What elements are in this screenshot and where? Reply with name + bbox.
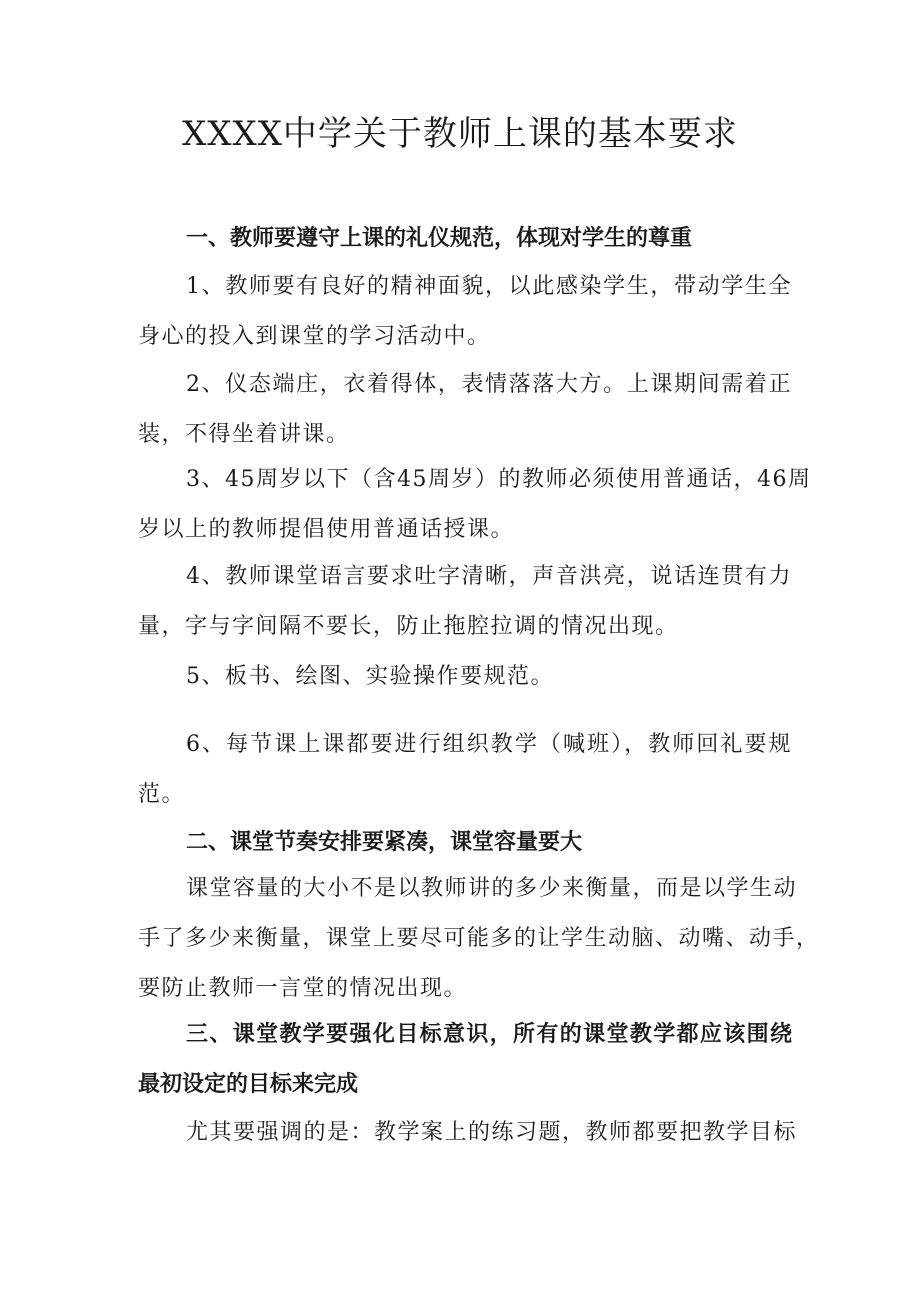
- section-1-heading: [138, 214, 792, 264]
- heading-line: 一、教师要遵守上课的礼仪规范，体现对学生的尊重: [186, 226, 693, 251]
- item-4: [138, 552, 792, 652]
- paragraph-line: 4、教师课堂语言要求吐字清晰，声音洪亮，说话连贯有力: [186, 564, 792, 589]
- paragraph-line: 范。: [138, 782, 186, 807]
- item-5: [138, 652, 792, 702]
- section-2-heading: [138, 818, 792, 868]
- item-3: [138, 455, 812, 555]
- paragraph-line: 身心的投入到课堂的学习活动中。: [138, 324, 491, 349]
- paragraph-line: 量，字与字间隔不要长，防止拖腔拉调的情况出现。: [138, 614, 679, 639]
- section-3-paragraph: [138, 1108, 798, 1158]
- paragraph-line: 尤其要强调的是：教学案上的练习题，教师都要把教学目标: [186, 1120, 798, 1145]
- paragraph-line: 5、板书、绘图、实验操作要规范。: [186, 664, 554, 689]
- page-title: XXXX中学关于教师上课的基本要求: [182, 114, 738, 154]
- paragraph-line: 岁以上的教师提倡使用普通话授课。: [138, 517, 515, 542]
- heading-line: 三、课堂教学要强化目标意识，所有的课堂教学都应该围绕: [186, 1022, 792, 1047]
- item-2: [138, 360, 792, 460]
- paragraph-line: 课堂容量的大小不是以教师讲的多少来衡量，而是以学生动: [186, 876, 798, 901]
- section-3-heading: [138, 1010, 792, 1110]
- paragraph-line: 6、每节课上课都要进行组织教学（喊班），教师回礼要规: [186, 732, 792, 757]
- paragraph-line: 2、仪态端庄，衣着得体，表情落落大方。上课期间需着正: [186, 372, 792, 397]
- section-2-paragraph: [138, 864, 820, 1014]
- heading-line: 最初设定的目标来完成: [138, 1072, 359, 1097]
- paragraph-line: 要防止教师一言堂的情况出现。: [138, 976, 468, 1001]
- item-1: [138, 262, 792, 362]
- paragraph-line: 手了多少来衡量，课堂上要尽可能多的让学生动脑、动嘴、动手，: [138, 926, 820, 951]
- heading-line: 二、课堂节奏安排要紧凑，课堂容量要大: [186, 830, 583, 855]
- paragraph-line: 装，不得坐着讲课。: [138, 422, 350, 447]
- paragraph-line: 3、45周岁以下（含45周岁）的教师必须使用普通话，46周: [186, 467, 812, 492]
- paragraph-line: 1、教师要有良好的精神面貌，以此感染学生，带动学生全: [186, 274, 792, 299]
- item-6: [138, 720, 792, 820]
